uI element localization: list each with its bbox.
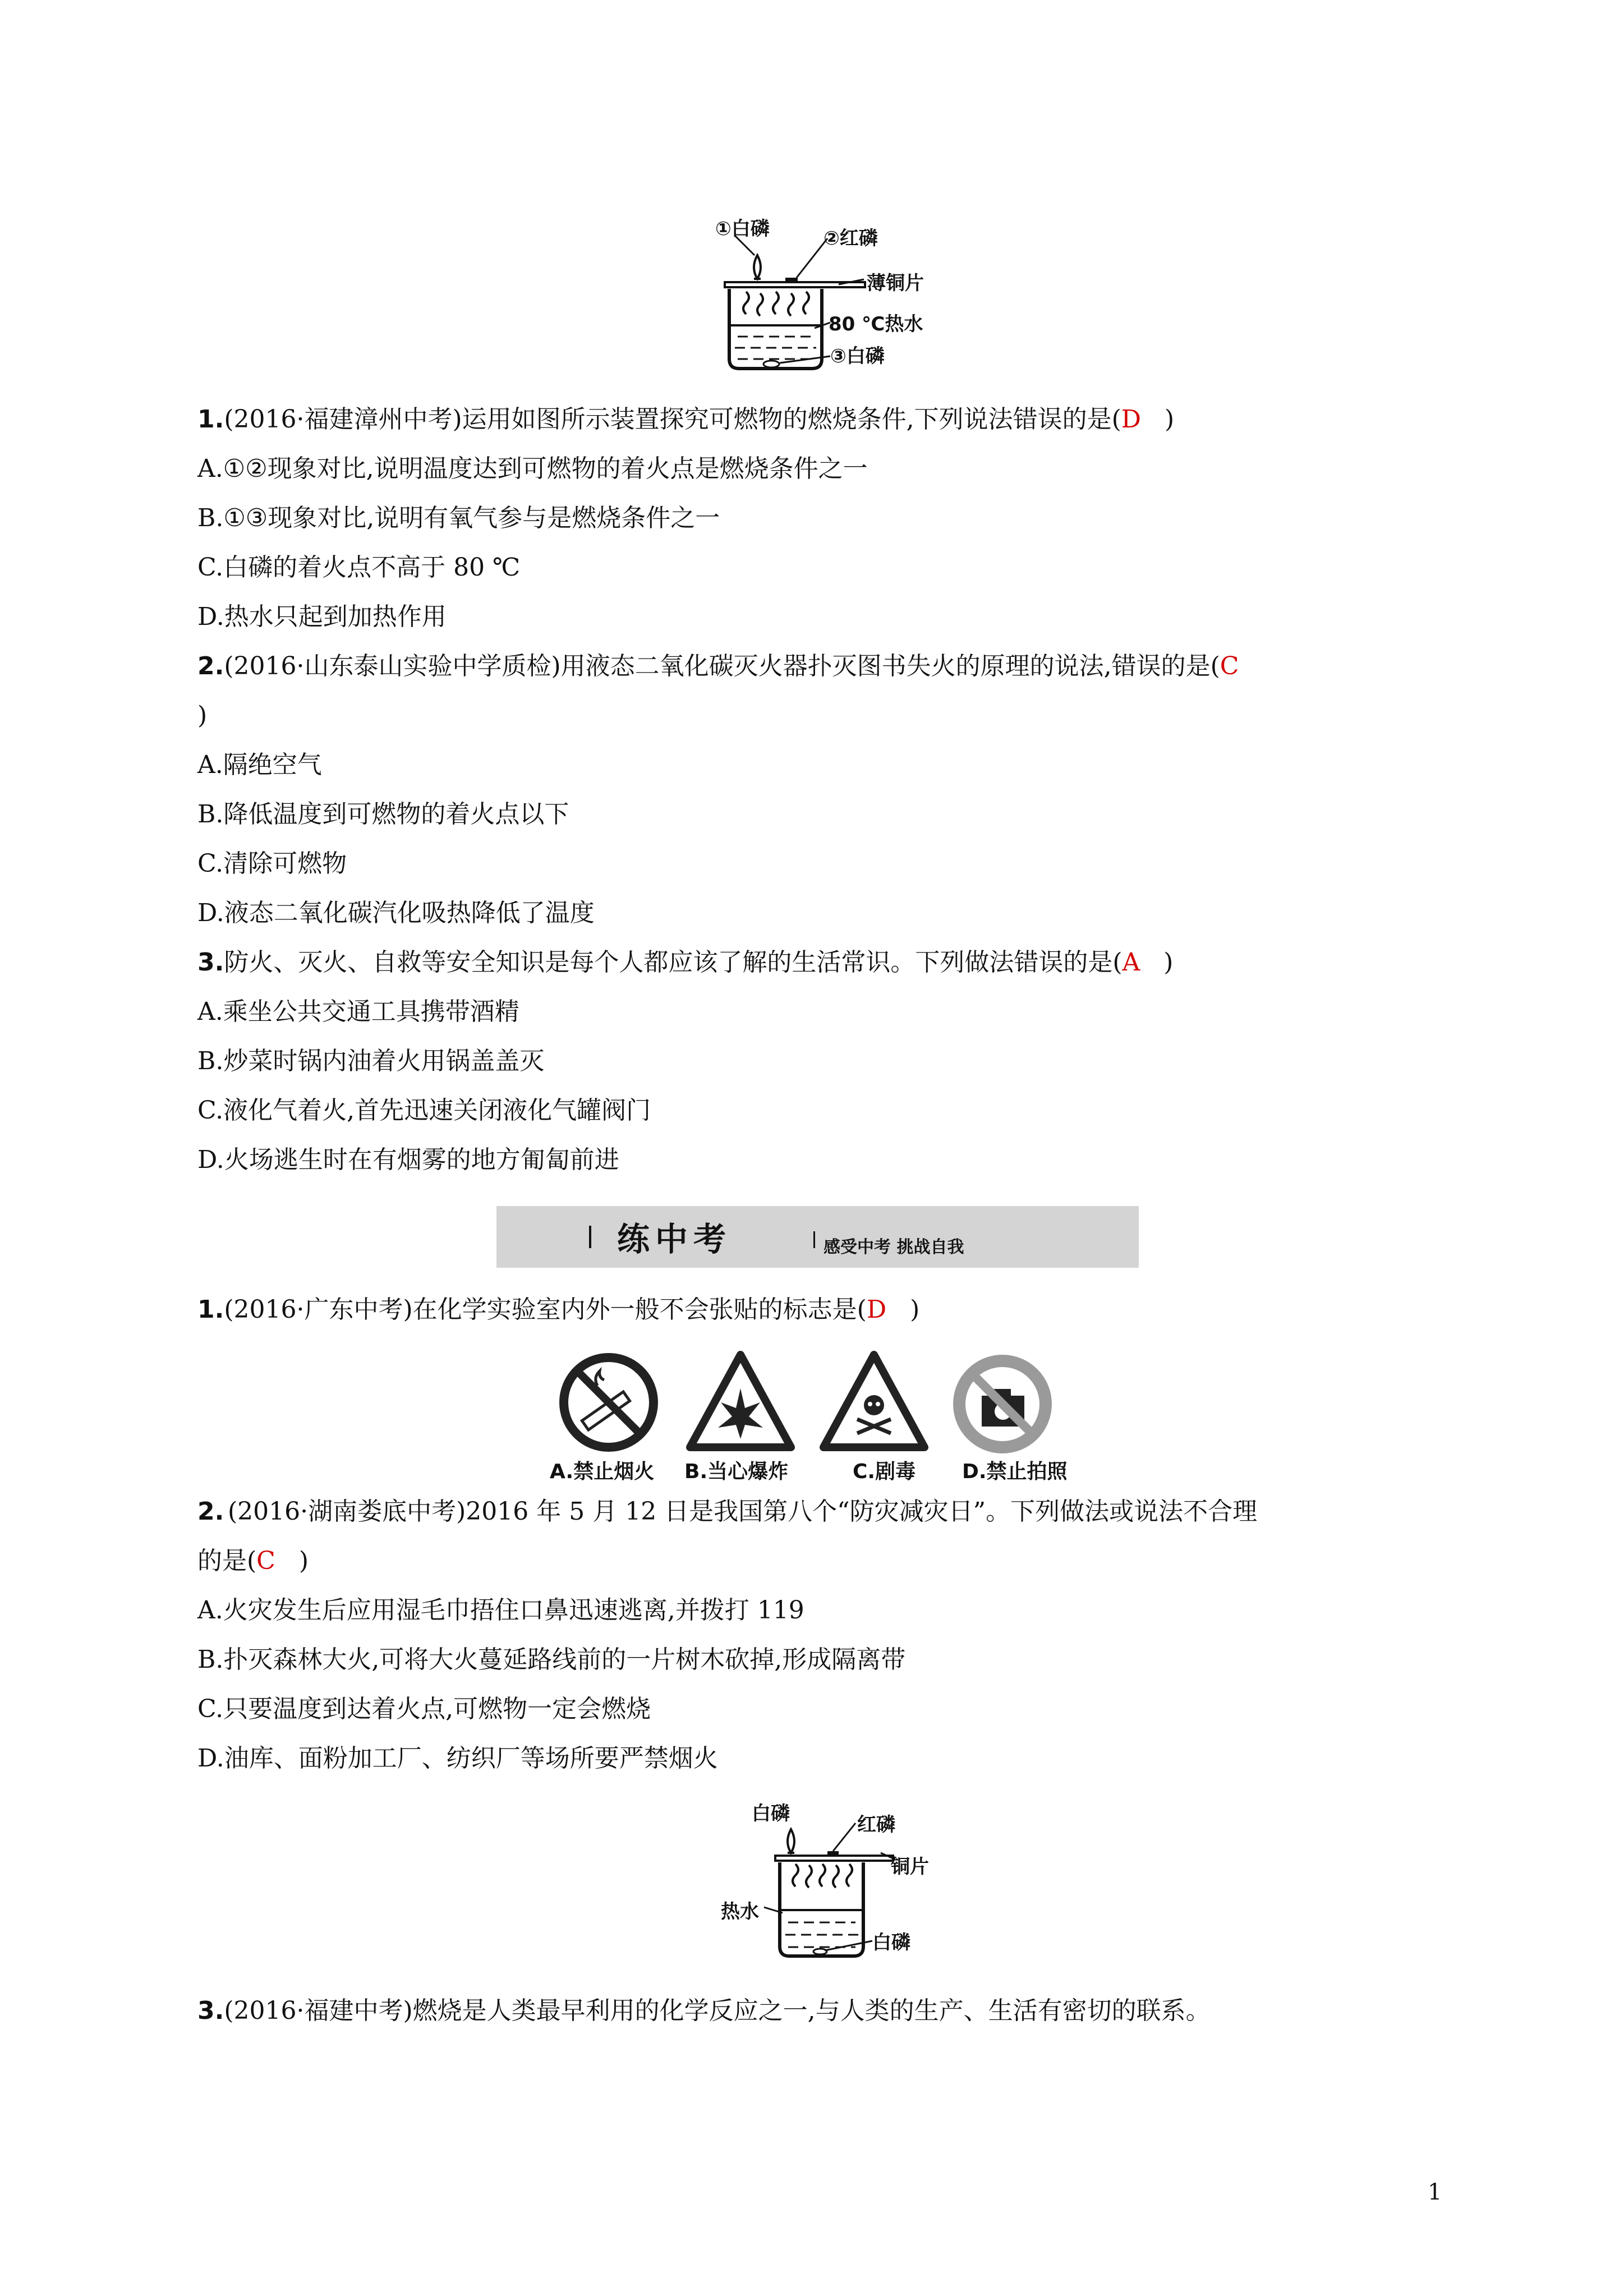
question-number: 1. [197, 405, 224, 434]
question-stem [197, 650, 1239, 683]
option-b: B.①③现象对比,说明有氧气参与是燃烧条件之一 [197, 504, 720, 532]
figure-combustion-apparatus-2 [712, 1798, 937, 1966]
no-smoking-sign-icon [558, 1352, 659, 1453]
safety-signs-row [550, 1346, 1088, 1481]
option-c: C.只要温度到达着火点,可燃物一定会燃烧 [197, 1695, 651, 1723]
question-close: ) [910, 1295, 920, 1324]
label-copper-sheet: 薄铜片 [867, 272, 924, 295]
question-number: 2. [197, 652, 224, 680]
section-banner [496, 1206, 1139, 1268]
question-text: (2016·广东中考)在化学实验室内外一般不会张贴的标志是( [224, 1295, 867, 1324]
question-stem [197, 403, 1174, 436]
banner-title: 练中考 [617, 1220, 732, 1258]
label-hot-water-80c: 80 ℃热水 [829, 313, 923, 335]
answer-letter: D [866, 1295, 887, 1324]
option-d: D.油库、面粉加工厂、纺织厂等场所要严禁烟火 [197, 1744, 718, 1773]
option-d: D.热水只起到加热作用 [197, 602, 447, 631]
label-copper-sheet: 铜片 [891, 1856, 929, 1878]
question-close: ) [1165, 405, 1175, 434]
sign-label-b: B.当心爆炸 [684, 1460, 789, 1483]
question-stem-continued [197, 1544, 309, 1578]
figure-combustion-apparatus-1 [696, 216, 942, 379]
option-c: C.清除可燃物 [197, 849, 347, 878]
question-text: (2016·福建漳州中考)运用如图所示装置探究可燃物的燃烧条件,下列说法错误的是( [224, 405, 1121, 434]
option-a: A.乘坐公共交通工具携带酒精 [197, 997, 519, 1026]
option-a: A.隔绝空气 [197, 751, 322, 779]
banner-divider-left [589, 1226, 591, 1248]
label-hot-water: 热水 [721, 1901, 759, 1923]
label-white-phosphorus-top: 白磷 [752, 1802, 790, 1825]
no-photography-sign-icon [949, 1351, 1056, 1457]
question-stem [197, 1293, 919, 1327]
toxic-warning-sign-icon [818, 1349, 930, 1453]
answer-letter: C [1220, 652, 1239, 680]
sign-label-a: A.禁止烟火 [550, 1460, 655, 1483]
question-number-text: 2. [197, 1497, 224, 1526]
answer-letter: C [256, 1547, 275, 1575]
question-stem: (2016·湖南娄底中考)2016 年 5 月 12 日是我国第八个“防灾减灾日”。下列做法或说法不合理 [228, 1497, 1258, 1526]
question-number: 3. [197, 1996, 224, 2025]
option-d: D.火场逃生时在有烟雾的地方匍匐前进 [197, 1145, 619, 1174]
answer-letter: A [1122, 948, 1140, 977]
banner-subtitle: 感受中考 挑战自我 [823, 1237, 964, 1257]
label-white-phosphorus-1: ①白磷 [715, 218, 770, 240]
option-d: D.液态二氧化碳汽化吸热降低了温度 [197, 899, 595, 927]
question-text: 防火、灭火、自救等安全知识是每个人都应该了解的生活常识。下列做法错误的是( [224, 948, 1122, 977]
label-white-phosphorus-3: ③白磷 [830, 345, 885, 367]
option-b: B.扑灭森林大火,可将大火蔓延路线前的一片树木砍掉,形成隔离带 [197, 1645, 906, 1674]
question-close: ) [197, 701, 208, 730]
option-c: C.液化气着火,首先迅速关闭液化气罐阀门 [197, 1096, 651, 1125]
label-red-phosphorus: 红磷 [857, 1814, 895, 1836]
exam-question-3 [197, 1994, 1211, 2028]
question-close: ) [1163, 948, 1174, 977]
question-text: (2016·山东泰山实验中学质检)用液态二氧化碳灭火器扑灭图书失火的原理的说法,错误的是( [224, 652, 1220, 680]
option-a: A.火灾发生后应用湿毛巾捂住口鼻迅速逃离,并拨打 119 [197, 1596, 804, 1625]
question-stem [197, 946, 1173, 979]
option-b: B.炒菜时锅内油着火用锅盖盖灭 [197, 1047, 545, 1075]
question-number [197, 1495, 224, 1529]
question-number: 3. [197, 948, 224, 977]
banner-divider-right [813, 1231, 815, 1248]
question-close: ) [298, 1547, 309, 1575]
question-text: (2016·福建中考)燃烧是人类最早利用的化学反应之一,与人类的生产、生活有密切的联系。 [224, 1996, 1211, 2025]
option-c: C.白磷的着火点不高于 80 ℃ [197, 553, 521, 582]
sign-label-c: C.剧毒 [853, 1460, 916, 1483]
question-number: 1. [197, 1295, 224, 1324]
label-white-phosphorus-bottom: 白磷 [872, 1931, 910, 1954]
option-b: B.降低温度到可燃物的着火点以下 [197, 800, 569, 829]
answer-letter: D [1121, 405, 1142, 434]
question-text-2: 的是( [197, 1547, 257, 1575]
sign-label-d: D.禁止拍照 [962, 1460, 1068, 1483]
explosion-warning-sign-icon [684, 1349, 797, 1453]
page-number: 1 [1428, 2179, 1442, 2205]
label-red-phosphorus-2: ②红磷 [823, 227, 878, 250]
option-a: A.①②现象对比,说明温度达到可燃物的着火点是燃烧条件之一 [197, 454, 868, 483]
